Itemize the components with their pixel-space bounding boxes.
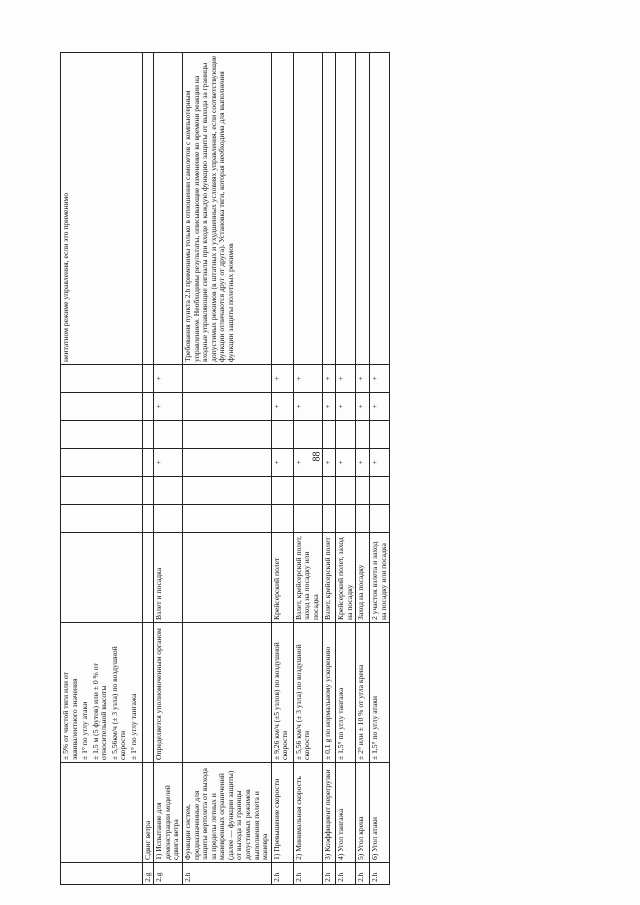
level-mark [182,421,271,449]
level-mark [336,505,356,533]
level-mark [154,505,183,533]
level-mark [369,421,389,449]
level-mark [369,477,389,505]
requirements-table [60,52,390,885]
level-mark: + [369,365,389,393]
level-mark: + [154,365,183,393]
level-mark: + [336,365,356,393]
table-row [182,53,271,885]
level-mark: + [369,449,389,477]
tolerance-line: ± 5% от чистой тяги или от эквивалентного значения [61,672,79,760]
level-mark: + [293,393,322,421]
row-number [61,863,143,885]
tolerance-line: ± 1° по углу атаки [80,701,90,760]
tolerance-line: Определяется уполномоченным органом [154,628,164,760]
level-mark [154,477,183,505]
level-mark [322,421,336,449]
row-number: 2.g [154,863,183,885]
level-mark: + [293,449,322,477]
level-mark [293,477,322,505]
level-mark: + [271,449,293,477]
note [356,53,370,365]
tolerance-criteria [61,623,143,763]
rotated-table-wrapper [60,53,388,885]
level-mark: + [271,393,293,421]
level-mark: + [356,449,370,477]
level-mark: + [356,365,370,393]
table-row [293,53,322,885]
test-name: 4) Угол тангажа [336,763,356,863]
tolerance-line: ± 0,1 g по нормальному ускорению [322,646,332,760]
level-mark [336,421,356,449]
level-mark [182,477,271,505]
flight-condition [142,533,154,623]
level-mark: + [369,393,389,421]
tolerance-line: ± 1,5° по углу тангажа [336,687,346,760]
level-mark [182,505,271,533]
tolerance-line: ± 1,5° по углу атаки [369,696,379,760]
level-mark [356,477,370,505]
note [322,53,336,365]
test-name [61,763,143,863]
level-mark [182,365,271,393]
level-mark [369,505,389,533]
test-name: Функции систем, предназначенные для защиты вертолета от выхода за пределы летных и маневренных ограничений (далее — функции защиты) от выхода за границы допустимых режимов выполнения полета и маневра [182,763,271,863]
tolerance-criteria [154,623,183,763]
flight-condition [182,533,271,623]
table-row [142,53,154,885]
flight-condition: Крейсерский полет [271,533,293,623]
level-mark [154,421,183,449]
test-name: 2) Минимальная скорость [293,763,322,863]
note [142,53,154,365]
row-number: 2.h [182,863,271,885]
level-mark: + [293,365,322,393]
tolerance-line: ± 2° или ± 10 % от угла крена [356,664,366,760]
level-mark: + [154,449,183,477]
table-row [271,53,293,885]
note [336,53,356,365]
table-row [322,53,336,885]
test-name: Сдвиг ветра [142,763,154,863]
note [154,53,183,365]
flight-condition: 2 участок взлета и заход на посадку или посадка [369,533,389,623]
row-number: 2.h [293,863,322,885]
test-name: 1) Испытание для демонстрации моделей сдвига ветра [154,763,183,863]
test-name: 3) Коэффициент перегрузки [322,763,336,863]
flight-condition [61,533,143,623]
table-row [369,53,389,885]
level-mark [61,421,143,449]
level-mark: + [154,393,183,421]
row-number: 2.h [271,863,293,885]
level-mark [61,365,143,393]
level-mark [142,477,154,505]
flight-condition: Крейсерский полет, заход на посадку [336,533,356,623]
level-mark: + [322,393,336,421]
tolerance-criteria [356,623,370,763]
tolerance-criteria [336,623,356,763]
row-number: 2.h [369,863,389,885]
level-mark: + [322,449,336,477]
level-mark [61,393,143,421]
level-mark: + [336,393,356,421]
table-row [356,53,370,885]
flight-condition: Взлет, крейсерский полет [322,533,336,623]
level-mark [293,421,322,449]
tolerance-line: ± 9,26 км/ч (±5 узлов) по воздушной скорости [271,642,290,760]
note [369,53,389,365]
level-mark [356,505,370,533]
row-number: 2.h [336,863,356,885]
level-mark [182,393,271,421]
row-number: 2.h [356,863,370,885]
note: неитатном режиме управления, если это применимо [61,53,143,365]
level-mark [182,449,271,477]
level-mark [142,393,154,421]
level-mark [61,505,143,533]
tolerance-line: ± 5,56 км/ч (± 3 узла) по воздушной скорости [293,644,312,760]
tolerance-line: ± 1° по углу тангажа [129,693,139,760]
tolerance-criteria [182,623,271,763]
flight-condition: Заход на посадку [356,533,370,623]
tolerance-criteria [271,623,293,763]
note [293,53,322,365]
flight-condition: Взлет, крейсерский полет, заход на посадку или посадка [293,533,322,623]
level-mark [142,505,154,533]
level-mark [322,505,336,533]
level-mark [293,505,322,533]
row-number: 2.g [142,863,154,885]
note: Требования пункта 2.h применимы только в отношении самолетов с компьютерным управлением. Необходимы результаты, описывающие изменение во времени реакции на входные управляющие сигналы при входе в каждую функцию защиты от выхода за границы допустимых режимов (в штатных и ухудшенных условиях управления, если соответствующие функции отличаются друг от друга). Установка тяги, которая необходима для выполнения функции защиты полетных режимов [182,53,271,365]
tolerance-criteria [293,623,322,763]
table-row [154,53,183,885]
test-name: 6) Угол атаки [369,763,389,863]
level-mark: + [271,365,293,393]
flight-condition: Взлет и посадка [154,533,183,623]
level-mark [271,421,293,449]
level-mark [336,477,356,505]
table-row [61,53,143,885]
level-mark [61,477,143,505]
level-mark [61,449,143,477]
row-number: 2.h [322,863,336,885]
level-mark [356,421,370,449]
level-mark [271,505,293,533]
level-mark: + [356,393,370,421]
test-name: 1) Превышение скорости [271,763,293,863]
page-number: 88 [311,451,323,462]
note [271,53,293,365]
tolerance-criteria [369,623,389,763]
tolerance-criteria [322,623,336,763]
tolerance-line: ± 5,56км/ч (± 3 узла) по воздушной скорости [109,646,128,760]
table-row [336,53,356,885]
level-mark [142,421,154,449]
test-name: 5) Угол крена [356,763,370,863]
tolerance-criteria [142,623,154,763]
level-mark [142,449,154,477]
level-mark [271,477,293,505]
level-mark: + [322,365,336,393]
level-mark [322,477,336,505]
level-mark: + [336,449,356,477]
tolerance-line: ± 1,5 м (5 футов) или ± 0 % от относительной высоты [90,663,109,760]
level-mark [142,365,154,393]
